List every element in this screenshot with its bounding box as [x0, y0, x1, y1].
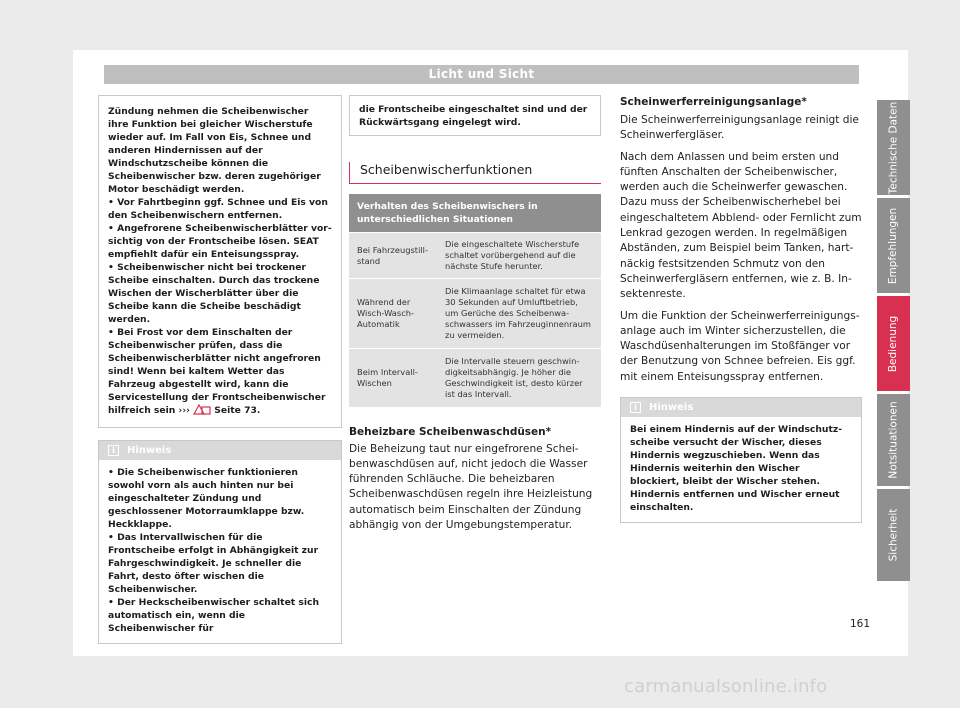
table-cell-behavior: Die Intervalle steuern geschwindigkeitsabhängig. Je höher die Geschwindigkeit ist, desto kürzer ist das Intervall.	[437, 349, 601, 407]
info-icon: i	[630, 402, 641, 413]
table-row	[349, 279, 601, 349]
page-number: 161	[850, 618, 871, 630]
hint-box	[98, 440, 342, 644]
header-bar	[104, 65, 859, 84]
hint-body	[621, 417, 861, 522]
paragraph: Nach dem Anlassen und beim ersten und fünften Anschalten der Scheibenwischer, werden auch die Scheinwerfer gewaschen. Dazu muss der Scheibenwischerhebel bei eingeschaltetem Abblend- oder Fernlicht zum Lenkrad gezogen werden. In regelmäßigen Abständen, zum Beispiel beim Tanken, hartnäckig festsitzenden Schmutz von den Scheinwerfergläsern entfernen, wie z. B. Insektenreste.	[620, 150, 862, 301]
page-header-title: Licht und Sicht	[428, 67, 535, 81]
paragraph: Um die Funktion der Scheinwerferreinigungsanlage auch im Winter sicherzustellen, die Waschdüsenhalterungen im Stoßfänger vor der Benutzung von Schnee befreien. Eis ggf. mit einem Enteisungsspray entfernen.	[620, 309, 860, 383]
table-cell-situation: Beim Intervall-Wischen	[349, 349, 437, 407]
table-cell-behavior: Die eingeschaltete Wischerstufe schaltet vorübergehend auf die nächste Stufe herunter.	[437, 233, 601, 279]
table-row	[349, 233, 601, 279]
headlight-washer-title: Scheinwerferreinigungsanlage*	[620, 96, 807, 108]
table-row	[349, 349, 601, 407]
warning-intro: Zündung nehmen die Scheibenwischer ihre Funktion bei gleicher Wischerstufe wieder auf. Im Fall von Eis, Schnee und anderen Hindernissen auf der Windschutzscheibe können die Scheibenwischer bzw. deren zugehöriger Motor beschädigt werden.	[108, 106, 321, 195]
column-middle	[349, 95, 601, 533]
table-header: Verhalten des Scheibenwischers in unterschiedlichen Situationen	[349, 194, 601, 233]
tab-notsituationen[interactable]: Notsituationen	[877, 394, 910, 486]
warning-triangle-icon	[193, 404, 211, 419]
hint-header	[99, 441, 341, 460]
column-left	[98, 95, 342, 644]
hint-title: Hinweis	[649, 402, 694, 414]
warning-bullet-text: Bei Frost vor dem Einschalten der Scheibenwischer prüfen, dass die Scheibenwischerblätter nicht angefroren sind! Wenn bei kaltem Wetter das Fahrzeug abgestellt wird, kann die Servicestellung der Frontscheibenwischer hilfreich sein	[108, 327, 326, 416]
table-cell-situation: Während der Wisch-Wasch-Automatik	[349, 279, 437, 349]
hint-title: Hinweis	[127, 445, 172, 456]
info-icon: i	[108, 445, 119, 456]
hint-body	[99, 460, 341, 643]
hint-text: Bei einem Hindernis auf der Windschutzscheibe versucht der Wischer, dieses Hindernis wegzuschieben. Wenn das Hindernis weiterhin den Wischer blockiert, bleibt der Wischer stehen. Hindernis entfernen und Wischer erneut einschalten.	[630, 424, 843, 514]
tab-empfehlungen[interactable]: Empfehlungen	[877, 198, 910, 293]
paragraph: Die Scheinwerferreinigungsanlage reinigt die Scheinwerfergläser.	[620, 114, 859, 142]
link-arrows: ›››	[178, 405, 190, 416]
table-cell-situation: Bei Fahrzeugstillstand	[349, 233, 437, 279]
heated-nozzles-title: Beheizbare Scheibenwaschdüsen*	[349, 425, 552, 438]
page-reference-link[interactable]: Seite 73.	[214, 405, 261, 416]
hint-bullet: • Das Intervallwischen für die Frontscheibe erfolgt in Abhängigkeit zur Fahrgeschwindigkeit. Je schneller die Fahrt, desto öfter wischen die Scheibenwischer.	[108, 531, 332, 596]
column-right	[620, 95, 862, 523]
warning-bullet: • Vor Fahrtbeginn ggf. Schnee und Eis von den Scheibenwischern entfernen.	[108, 196, 332, 222]
hint-bullet: • Der Heckscheibenwischer schaltet sich automatisch ein, wenn die Scheibenwischer für	[108, 596, 332, 635]
warning-bullet: • Scheibenwischer nicht bei trockener Scheibe einschalten. Durch das trockene Wischen der Wischerblätter über die Scheibe kann die Scheibe beschädigt werden.	[108, 261, 332, 326]
hint-box	[620, 397, 862, 523]
section-title: Scheibenwischerfunktionen	[349, 162, 601, 184]
tab-bedienung[interactable]: Bedienung	[877, 296, 910, 391]
warning-bullet: • Angefrorene Scheibenwischerblätter vorsichtig von der Frontscheibe lösen. SEAT empfiehlt dafür ein Enteisungsspray.	[108, 222, 332, 261]
table-cell-behavior: Die Klimaanlage schaltet für etwa 30 Sekunden auf Umluftbetrieb, um Gerüche des Scheibenwaschwassers im Fahrzeuginnenraum zu vermeiden.	[437, 279, 601, 349]
warning-box-continued	[349, 95, 601, 136]
warning-continuation: die Frontscheibe eingeschaltet sind und der Rückwärtsgang eingelegt wird.	[359, 104, 588, 128]
hint-header	[621, 398, 861, 417]
wiper-behavior-table	[349, 194, 601, 407]
warning-box	[98, 95, 342, 428]
tab-technische-daten[interactable]: Technische Daten	[877, 100, 910, 195]
warning-bullet-last: • Bei Frost vor dem Einschalten der Scheibenwischer prüfen, dass die Scheibenwischerblätter nicht angefroren sind! Wenn bei kaltem Wetter das Fahrzeug abgestellt wird, kann die Servicestellung der Frontscheibenwischer hilfreich sein ››› Seite 73.	[108, 326, 332, 419]
hint-bullet: • Die Scheibenwischer funktionieren sowohl vorn als auch hinten nur bei eingeschalteter Zündung und geschlossener Motorraumklappe bzw. Heckklappe.	[108, 466, 332, 531]
watermark: carmanualsonline.info	[624, 676, 828, 697]
heated-nozzles-text: Die Beheizung taut nur eingefrorene Scheibenwaschdüsen auf, nicht jedoch die Wasser führenden Schläuche. Die beheizbaren Scheibenwaschdüsen regeln ihre Heizleistung automatisch beim Einschalten der Zündung abhängig von der Umgebungstemperatur.	[349, 442, 593, 531]
tab-sicherheit[interactable]: Sicherheit	[877, 489, 910, 581]
